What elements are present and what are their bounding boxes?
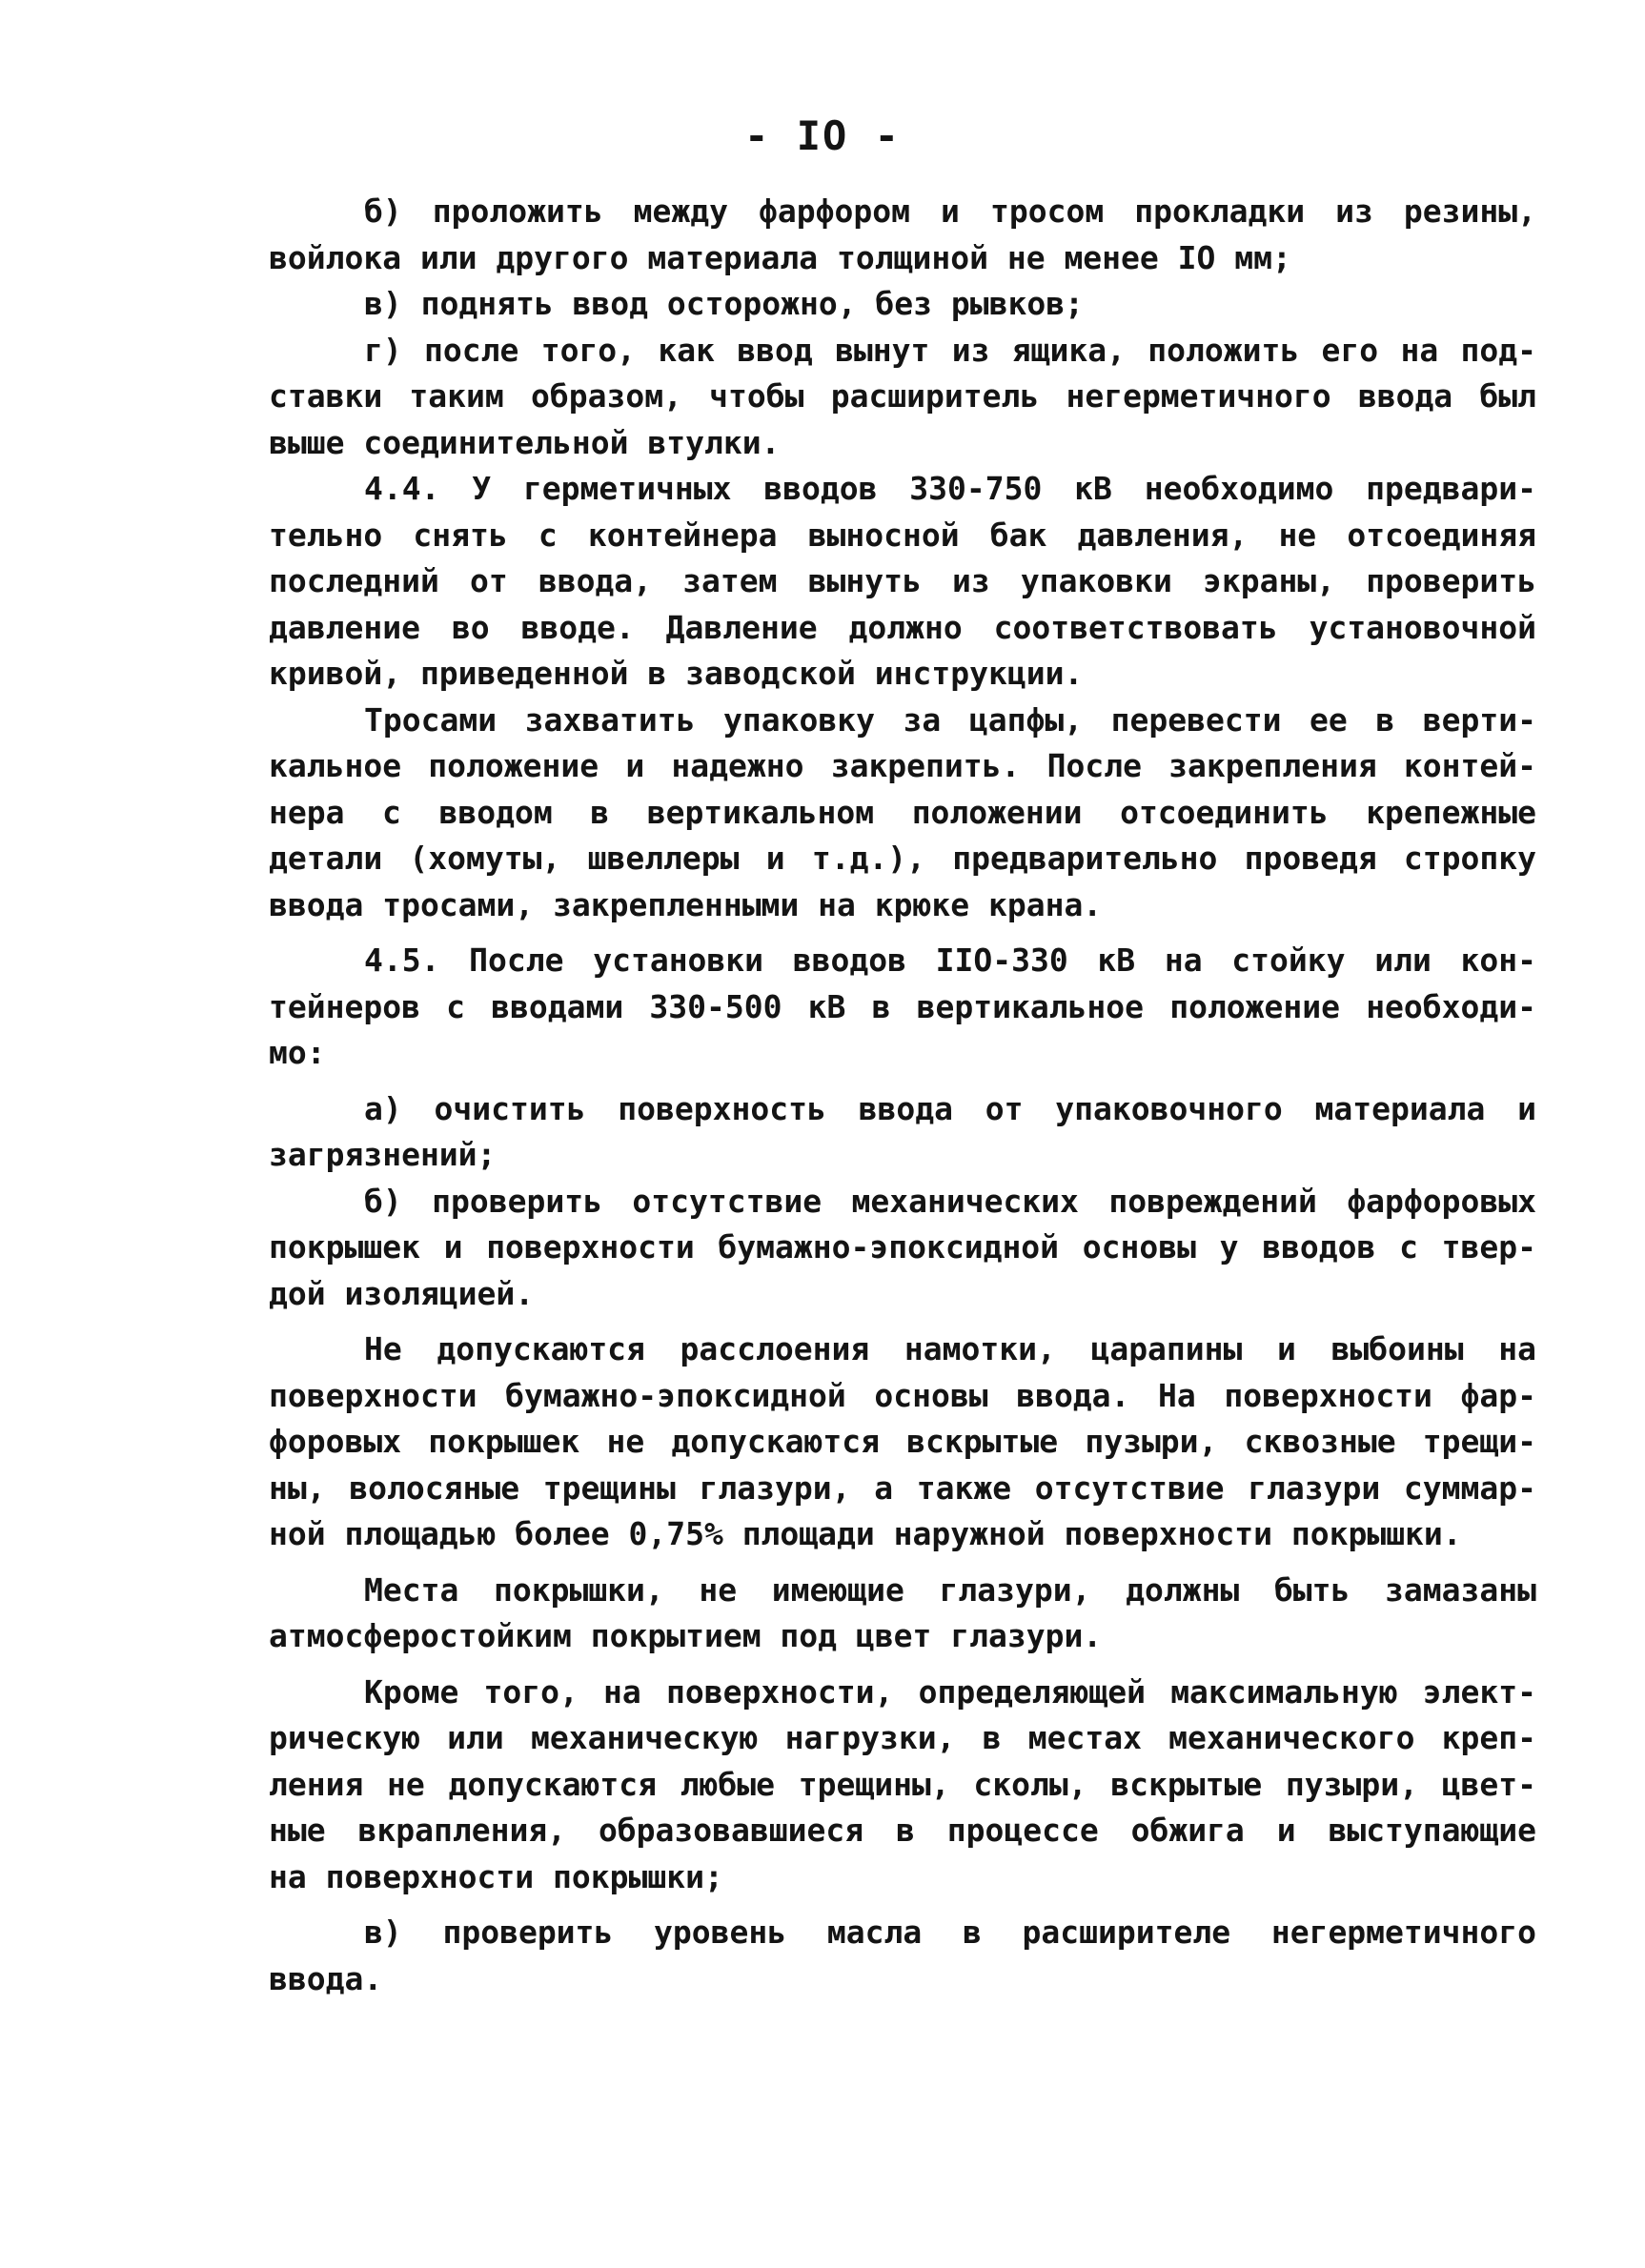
text-line: давление во вводе. Давление должно соответствовать установочной bbox=[269, 608, 1536, 646]
text-line: форовых покрышек не допускаются вскрытые пузыри, сквозные трещи- bbox=[269, 1423, 1536, 1460]
paragraph-gap bbox=[269, 1317, 1536, 1326]
text-line: покрышек и поверхности бумажно-эпоксидной основы у вводов с твер- bbox=[269, 1228, 1536, 1266]
text-line: 4.4. У герметичных вводов 330-750 кВ необходимо предвари- bbox=[364, 470, 1536, 507]
text-line: кальное положение и надежно закрепить. После закрепления контей- bbox=[269, 747, 1536, 784]
text-line: атмосферостойким покрытием под цвет глазури. bbox=[269, 1617, 1103, 1654]
text-line: войлока или другого материала толщиной не менее IO мм; bbox=[269, 238, 1291, 276]
text-line: мо: bbox=[269, 1034, 326, 1071]
text-line: дой изоляцией. bbox=[269, 1274, 535, 1312]
text-line: детали (хомуты, швеллеры и т.д.), предварительно проведя стропку bbox=[269, 840, 1536, 877]
text-line: загрязнений; bbox=[269, 1136, 497, 1173]
text-line: а) очистить поверхность ввода от упаковочного материала и bbox=[364, 1089, 1536, 1127]
text-line: нера с вводом в вертикальном положении отсоединить крепежные bbox=[269, 793, 1536, 831]
text-line: рическую или механическую нагрузки, в местах механического креп- bbox=[269, 1719, 1536, 1756]
text-line: ставки таким образом, чтобы расширитель негерметичного ввода был bbox=[269, 377, 1536, 415]
paragraph-gap bbox=[269, 1077, 1536, 1086]
text-line: Тросами захватить упаковку за цапфы, перевести ее в верти- bbox=[364, 700, 1536, 739]
text-line: Не допускаются расслоения намотки, царапины и выбоины на bbox=[364, 1330, 1536, 1367]
text-line: поверхности бумажно-эпоксидной основы ввода. На поверхности фар- bbox=[269, 1376, 1536, 1414]
paragraph-gap bbox=[269, 928, 1536, 938]
text-line: г) после того, как ввод вынут из ящика, положить его на под- bbox=[364, 331, 1536, 369]
document-body bbox=[269, 189, 1536, 2002]
paragraph-gap bbox=[269, 1558, 1536, 1568]
text-line: в) проверить уровень масла в расширителе негерметичного bbox=[364, 1914, 1536, 1951]
text-line: в) поднять ввод осторожно, без рывков; bbox=[364, 285, 1084, 322]
text-line: кривой, приведенной в заводской инструкции. bbox=[269, 655, 1084, 692]
text-line: б) проверить отсутствие механических повреждений фарфоровых bbox=[364, 1182, 1536, 1220]
text-line: ления не допускаются любые трещины, сколы, вскрытые пузыри, цвет- bbox=[269, 1765, 1536, 1803]
paragraph-gap bbox=[269, 1900, 1536, 1910]
text-line: выше соединительной втулки. bbox=[269, 423, 781, 461]
text-line: на поверхности покрышки; bbox=[269, 1857, 723, 1895]
text-line: тейнеров с вводами 330-500 кВ в вертикальное положение необходи- bbox=[269, 987, 1536, 1025]
text-line: тельно снять с контейнера выносной бак давления, не отсоединяя bbox=[269, 516, 1536, 554]
text-line: Кроме того, на поверхности, определяющей максимальную элект- bbox=[364, 1672, 1536, 1711]
text-line: ны, волосяные трещины глазури, а также отсутствие глазури суммар- bbox=[269, 1468, 1536, 1507]
paragraph-gap bbox=[269, 1660, 1536, 1670]
text-line: ввода тросами, закрепленными на крюке крана. bbox=[269, 885, 1103, 923]
text-line: ные вкрапления, образовавшиеся в процессе обжига и выступающие bbox=[269, 1812, 1536, 1849]
text-line: ной площадью более 0,75% площади наружной поверхности покрышки. bbox=[269, 1515, 1462, 1552]
text-line: ввода. bbox=[269, 1959, 383, 1997]
text-line: б) проложить между фарфором и тросом прокладки из резины, bbox=[364, 192, 1536, 230]
text-line: последний от ввода, затем вынуть из упаковки экраны, проверить bbox=[269, 562, 1536, 599]
page-number: - IO - bbox=[744, 112, 901, 159]
text-line: 4.5. После установки вводов IIO-330 кВ на стойку или кон- bbox=[364, 942, 1536, 979]
text-line: Места покрышки, не имеющие глазури, должны быть замазаны bbox=[364, 1570, 1536, 1609]
